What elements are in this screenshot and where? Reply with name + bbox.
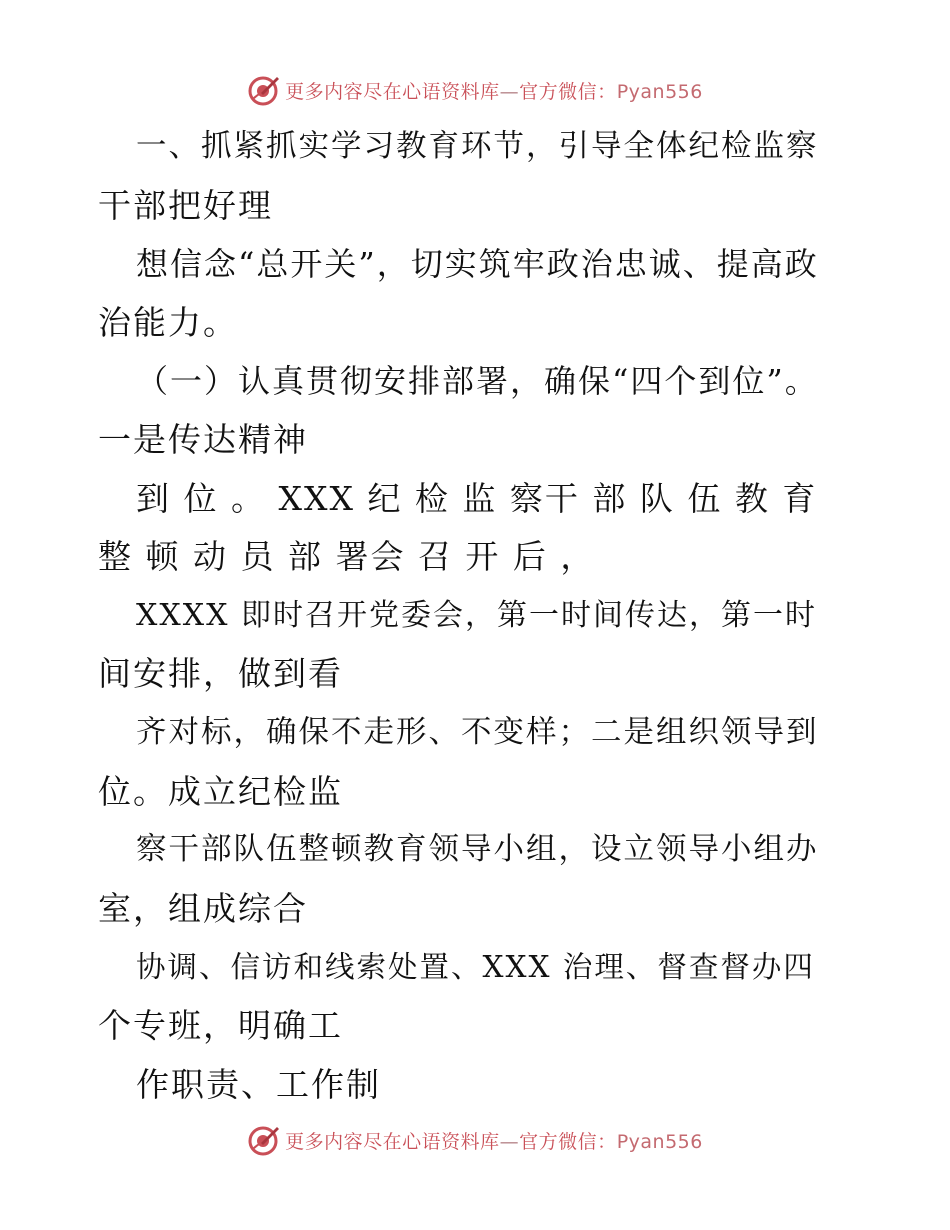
text-line: 齐对标，确保不走形、不变样；二是组织领导到 (136, 714, 819, 750)
watermark-contact-label: 官方微信： (519, 80, 617, 103)
text-line: 间安排，做到看 (98, 654, 343, 694)
document-body (98, 118, 858, 1114)
text-line: 作职责、工作制 (136, 1064, 381, 1104)
text-line: 想信念“总开关”，切实筑牢政治忠诚、提高政 (136, 245, 819, 284)
watermark-contact-id: Pyan556 (616, 80, 703, 103)
text-line: 到 位 。 XXX 纪 检 监 察干 部 队 伍 教 育 (136, 478, 818, 518)
text-line: 个专班，明确工 (98, 1005, 343, 1045)
watermark-separator: — (499, 80, 520, 103)
text-line: 室，组成综合 (98, 888, 308, 928)
watermark-contact-label: 官方微信： (519, 1130, 617, 1153)
header-watermark (0, 70, 950, 110)
text-line: 治能力。 (98, 302, 238, 342)
text-line: XXXX 即时召开党委会，第一时间传达，第一时 (136, 597, 817, 633)
text-line: 干部把好理 (98, 185, 273, 225)
text-line: 一、抓紧抓实学习教育环节，引导全体纪检监察 (136, 129, 819, 164)
text-line: 察干部队伍整顿教育领导小组，设立领导小组办 (136, 832, 819, 868)
watermark-text (285, 77, 703, 104)
watermark-site-text: 更多内容尽在心语资料库 (285, 1130, 500, 1153)
text-line: 协调、信访和线索处置、XXX 治理、督查督办四 (136, 950, 815, 985)
pen-logo-icon (247, 73, 281, 107)
pen-logo-icon (247, 1123, 281, 1157)
text-line: 位。成立纪检监 (98, 771, 343, 811)
watermark-text (285, 1127, 703, 1154)
watermark-separator: — (499, 1130, 520, 1153)
text-line: 一是传达精神 (98, 419, 308, 459)
watermark-contact-id: Pyan556 (616, 1130, 703, 1153)
footer-watermark (0, 1120, 950, 1160)
watermark-site-text: 更多内容尽在心语资料库 (285, 80, 500, 103)
text-line: 整 顿 动 员 部 署会 召 开 后 ， (98, 537, 596, 577)
text-line: （一）认真贯彻安排部署，确保“四个到位”。 (136, 362, 819, 401)
